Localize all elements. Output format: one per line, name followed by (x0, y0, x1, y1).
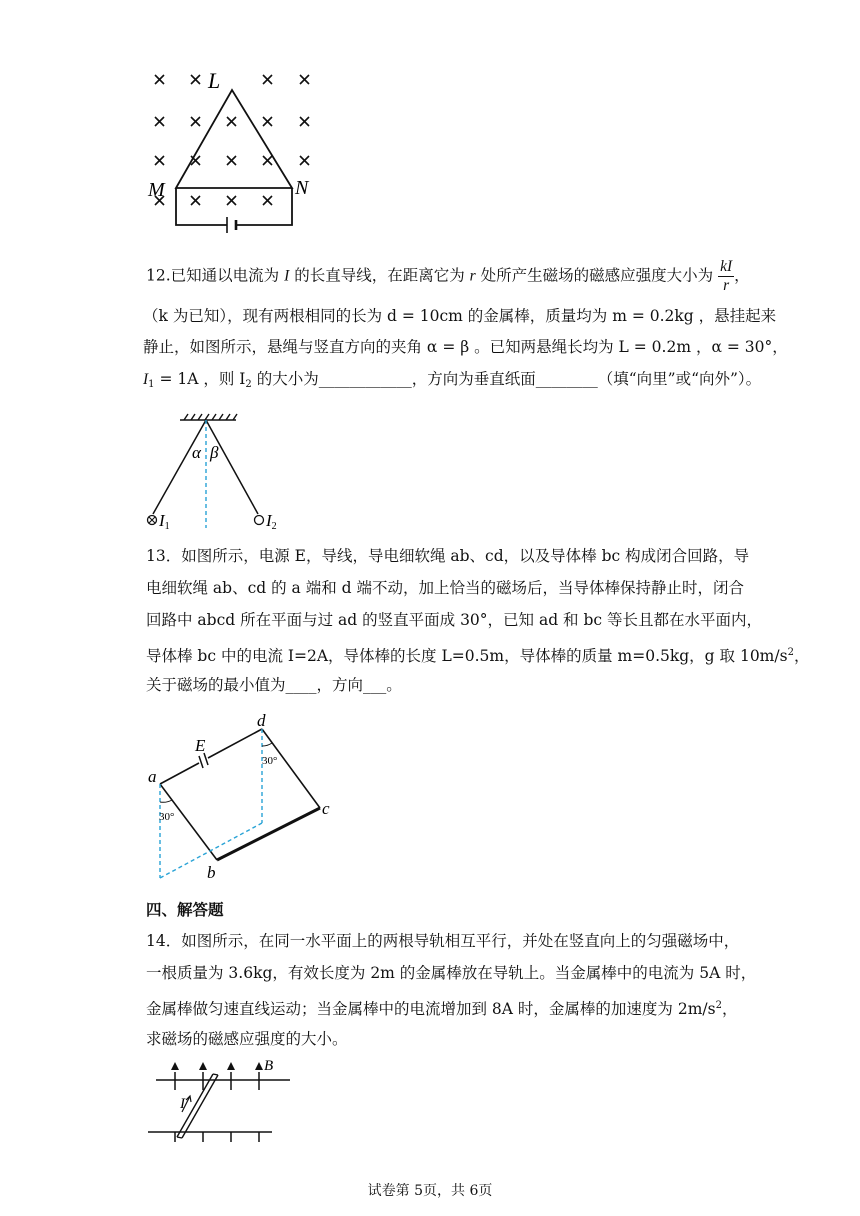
label-c: c (322, 799, 330, 818)
q13-line1: 13．如图所示，电源 E，导线，导电细软绳 ab、cd，以及导体棒 bc 构成闭合回路，导 (146, 547, 750, 565)
label-B: B (264, 1058, 274, 1074)
q14-line3: 金属棒做匀速直线运动；当金属棒中的电流增加到 8A 时，金属棒的加速度为 $2m/s^2$， (146, 1000, 738, 1018)
fraction-kI-over-r: $\frac{kI}{r}$ (720, 258, 733, 294)
label-L: L (208, 68, 221, 93)
label-b: b (207, 863, 216, 882)
angle-label-2: 30° (262, 755, 278, 767)
q14-line2: 一根质量为 3.6kg，有效长度为 2m 的金属棒放在导轨上。当金属棒中的电流为 5A 时， (146, 964, 757, 982)
triangle-circuit-figure (140, 66, 320, 244)
svg-text:I1: I1 (159, 511, 170, 532)
q13-line2: 电细软绳 ab、cd 的 a 端和 d 端不动，加上恰当的磁场后，当导体棒保持静止时，闭合 (146, 579, 744, 597)
q14-line4: 求磁场的磁感应强度的大小。 (146, 1030, 348, 1048)
label-M: M (148, 179, 165, 201)
label-N: N (295, 177, 309, 199)
label-a: a (148, 767, 157, 786)
label-alpha: α (192, 443, 201, 462)
conductor-I2-symbol (255, 516, 264, 525)
section-title: 四、解答题 (146, 901, 224, 919)
angle-label-1: 30° (159, 811, 175, 823)
q12-line3: 静止，如图所示，悬绳与竖直方向的夹角 α = β 。已知两悬绳长均为 L = 0.2m ，α = 30°， (143, 338, 788, 356)
q12-line2: （k 为已知），现有两根相同的长为 d = 10cm 的金属棒，质量均为 m = 0.2kg ，悬挂起来 (143, 307, 777, 325)
rail-field-figure (140, 1052, 300, 1142)
label-E: E (195, 736, 206, 755)
label-beta: β (210, 443, 219, 462)
label-d: d (257, 712, 266, 730)
page-footer: 试卷第 5页，共 6页 (367, 1183, 493, 1199)
pendulum-figure (140, 412, 290, 532)
q13-line5: 关于磁场的最小值为____，方向___。 (146, 676, 402, 694)
label-I: I (180, 1096, 185, 1112)
q13-line4: 导体棒 bc 中的电流 I=2A，导体棒的长度 L=0.5m，导体棒的质量 m=0.5kg，g 取 $10m/s^2$， (146, 647, 810, 665)
q14-line1: 14．如图所示，在同一水平面上的两根导轨相互平行，并处在竖直向上的匀强磁场中， (146, 932, 740, 950)
q12-line4: $I_1 = 1A$ ，则 $I_2$ 的大小为____________，方向为垂直纸面________（填“向里”或“向外”）。 (143, 370, 762, 390)
q13-line3: 回路中 abcd 所在平面与过 ad 的竖直平面成 30°，已知 ad 和 bc 等长且都在水平面内， (146, 611, 763, 629)
q12-line1: 12.已知通以电流为 I 的长直导线，在距离它为 r 处所产生磁场的磁感应强度大小为 $\frac{kI}{r}$ ， (146, 258, 750, 294)
abcd-circuit-figure (140, 712, 340, 882)
svg-text:I2: I2 (266, 511, 277, 532)
